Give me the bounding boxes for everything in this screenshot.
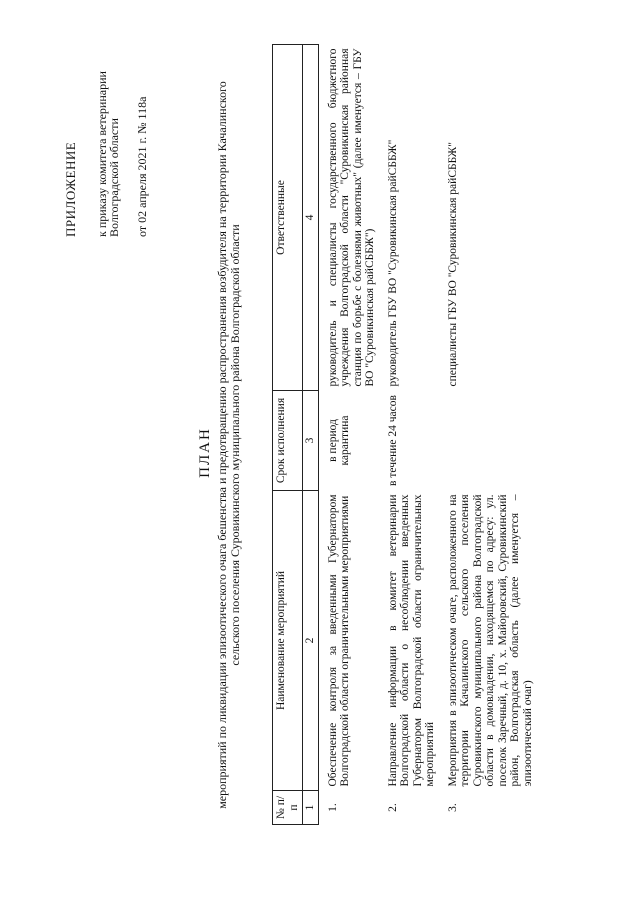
plan-subtitle: мероприятий по ликвидации эпизоотического очага бешенства и предотвращению распространения возбудителя на территории Качалинского сельского поселения Суровикинского муниципального района Волгоградской области bbox=[215, 81, 242, 809]
appendix-order-line: к приказу комитета ветеринарии bbox=[95, 71, 109, 237]
header-responsible: Ответственные bbox=[273, 45, 303, 391]
row-activity: Мероприятия в эпизоотическом очаге, расположенного на территории Качалинского сельского поселения Суровикинского муниципального района Волгоградской области в домовладении, находящемся по адресу: ул. поселок Заречный, д. 10, х. Майоровский, Суровикинский район, Волгоградская область (далее именуется – эпизоотический очаг) bbox=[446, 494, 534, 787]
row-number: 2. bbox=[386, 803, 399, 812]
row-deadline bbox=[439, 391, 537, 491]
table-header-row bbox=[273, 45, 303, 825]
table-row bbox=[439, 45, 537, 825]
plan-title: ПЛАН bbox=[197, 427, 213, 478]
column-number: 4 bbox=[303, 45, 319, 391]
header-deadline: Срок исполнения bbox=[273, 391, 303, 491]
row-number: 1. bbox=[326, 803, 339, 812]
row-responsible: руководитель и специалисты государственного бюджетного учреждения Волгоградской области "Суровикинская районная станция по борьбе с болезнями животных" (далее именуется – ГБУ ВО "Суровикинская райСББЖ") bbox=[326, 48, 376, 387]
row-activity: Обеспечение контроля за введенными Губернатором Волгоградской области ограничительными мероприятиями bbox=[326, 494, 351, 787]
row-activity: Направление информации в комитет ветеринарии Волгоградской области о несоблюдении введенных Губернатором Волгоградской области ограничительных мероприятий bbox=[386, 494, 436, 787]
table-row bbox=[318, 45, 379, 825]
column-number: 2 bbox=[303, 491, 319, 791]
column-number: 1 bbox=[303, 791, 319, 825]
appendix-region-line: Волгоградской области bbox=[107, 118, 121, 237]
header-activity: Наименование мероприятий bbox=[273, 491, 303, 791]
row-responsible: руководитель ГБУ ВО "Суровикинская райСББЖ" bbox=[386, 139, 399, 387]
row-deadline: в период карантина bbox=[326, 415, 351, 466]
column-number: 3 bbox=[303, 391, 319, 491]
appendix-title: ПРИЛОЖЕНИЕ bbox=[63, 141, 78, 237]
row-responsible: специалисты ГБУ ВО "Суровикинская райСББЖ" bbox=[446, 142, 459, 387]
table-row bbox=[379, 45, 439, 825]
column-number-row bbox=[303, 45, 319, 825]
appendix-date-line: от 02 апреля 2021 г. № 118а bbox=[135, 96, 149, 237]
row-number: 3. bbox=[446, 803, 459, 812]
row-deadline: в течение 24 часов bbox=[386, 395, 399, 486]
plan-table bbox=[272, 44, 536, 825]
header-number: № п/п bbox=[273, 791, 303, 825]
